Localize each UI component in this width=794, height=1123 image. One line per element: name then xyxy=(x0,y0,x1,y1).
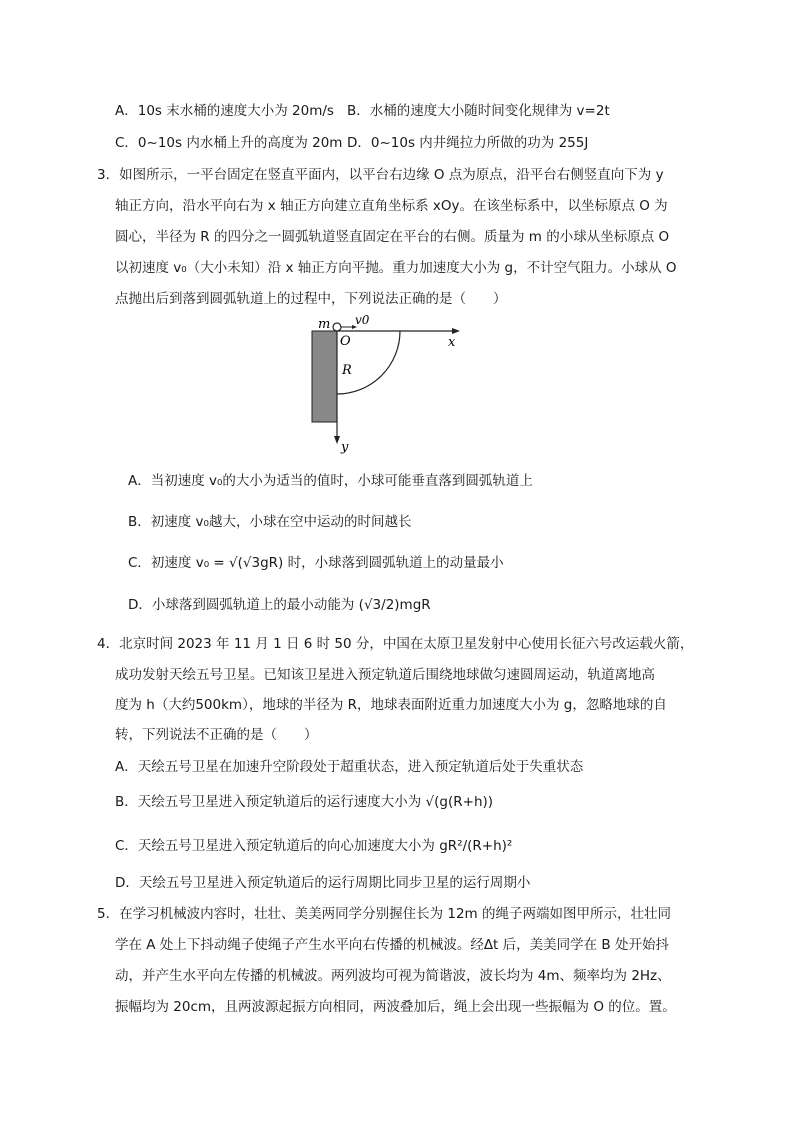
q2-option-c: C．0~10s 内水桶上升的高度为 20m xyxy=(115,135,343,151)
y-axis-arrow xyxy=(334,436,340,444)
q3-stem-line-1: 3．如图所示，一平台固定在竖直平面内，以平台右边缘 O 点为原点，沿平台右侧竖直向下为 y xyxy=(97,167,664,183)
platform xyxy=(312,331,337,422)
q2-option-a: A．10s 末水桶的速度大小为 20m/s xyxy=(115,103,334,119)
label-y: y xyxy=(341,440,349,455)
q4-option-a: A．天绘五号卫星在加速升空阶段处于超重状态，进入预定轨道后处于失重状态 xyxy=(115,759,584,775)
q3-option-d: D．小球落到圆弧轨道上的最小动能为 (√3/2)mgR xyxy=(128,597,431,613)
q3-figure xyxy=(300,312,470,457)
q5-stem-line-4: 振幅均为 20cm，且两波源起振方向相同，两波叠加后，绳上会出现一些振幅为 O 的位。置。 xyxy=(115,999,676,1015)
q3-option-c: C．初速度 v₀ = √(√3gR) 时，小球落到圆弧轨道上的动量最小 xyxy=(128,555,504,571)
q4-option-c: C．天绘五号卫星进入预定轨道后的向心加速度大小为 gR²/(R+h)² xyxy=(115,838,513,854)
ball xyxy=(333,323,341,331)
label-o: O xyxy=(340,334,351,349)
q3-stem-line-5: 点抛出后到落到圆弧轨道上的过程中，下列说法正确的是（ ） xyxy=(115,291,507,307)
q4-stem-line-3: 度为 h（大约500km），地球的半径为 R，地球表面附近重力加速度大小为 g，忽略地球的自 xyxy=(115,697,667,713)
label-r: R xyxy=(342,363,352,378)
label-m: m xyxy=(318,317,331,332)
q3-stem-line-2: 轴正方向，沿水平向右为 x 轴正方向建立直角坐标系 xOy。在该坐标系中，以坐标原点 O 为 xyxy=(115,198,668,214)
q2-option-b: B．水桶的速度大小随时间变化规律为 v=2t xyxy=(347,103,610,119)
q4-stem-line-4: 转，下列说法不正确的是（ ） xyxy=(115,727,318,743)
q3-option-a: A．当初速度 v₀的大小为适当的值时，小球可能垂直落到圆弧轨道上 xyxy=(128,473,533,489)
q4-option-b: B．天绘五号卫星进入预定轨道后的运行速度大小为 √(g(R+h)) xyxy=(115,794,494,810)
q4-stem-line-2: 成功发射天绘五号卫星。已知该卫星进入预定轨道后围绕地球做匀速圆周运动，轨道离地高 xyxy=(115,667,655,683)
q2-option-d: D．0~10s 内井绳拉力所做的功为 255J xyxy=(347,135,589,151)
q3-stem-line-4: 以初速度 v₀（大小未知）沿 x 轴正方向平抛。重力加速度大小为 g，不计空气阻力。小球从 O xyxy=(115,260,677,276)
label-v0: v0 xyxy=(355,313,370,327)
q4-stem-line-1: 4．北京时间 2023 年 11 月 1 日 6 时 50 分，中国在太原卫星发射中心使用长征六号改运载火箭， xyxy=(97,636,694,652)
q4-option-d: D．天绘五号卫星进入预定轨道后的运行周期比同步卫星的运行周期小 xyxy=(115,875,531,891)
label-x: x xyxy=(448,335,456,350)
q3-stem-line-3: 圆心，半径为 R 的四分之一圆弧轨道竖直固定在平台的右侧。质量为 m 的小球从坐标原点 O xyxy=(115,229,670,245)
q5-stem-line-2: 学在 A 处上下抖动绳子使绳子产生水平向右传播的机械波。经Δt 后，美美同学在 B 处开始抖 xyxy=(115,937,669,953)
x-axis-arrow xyxy=(452,328,460,334)
q3-option-b: B．初速度 v₀越大，小球在空中运动的时间越长 xyxy=(128,514,412,530)
q5-stem-line-1: 5．在学习机械波内容时，壮壮、美美两同学分别握住长为 12m 的绳子两端如图甲所示，壮壮同 xyxy=(97,906,671,922)
q5-stem-line-3: 动，并产生水平向左传播的机械波。两列波均可视为简谐波，波长均为 4m、频率均为 2Hz、 xyxy=(115,968,671,984)
